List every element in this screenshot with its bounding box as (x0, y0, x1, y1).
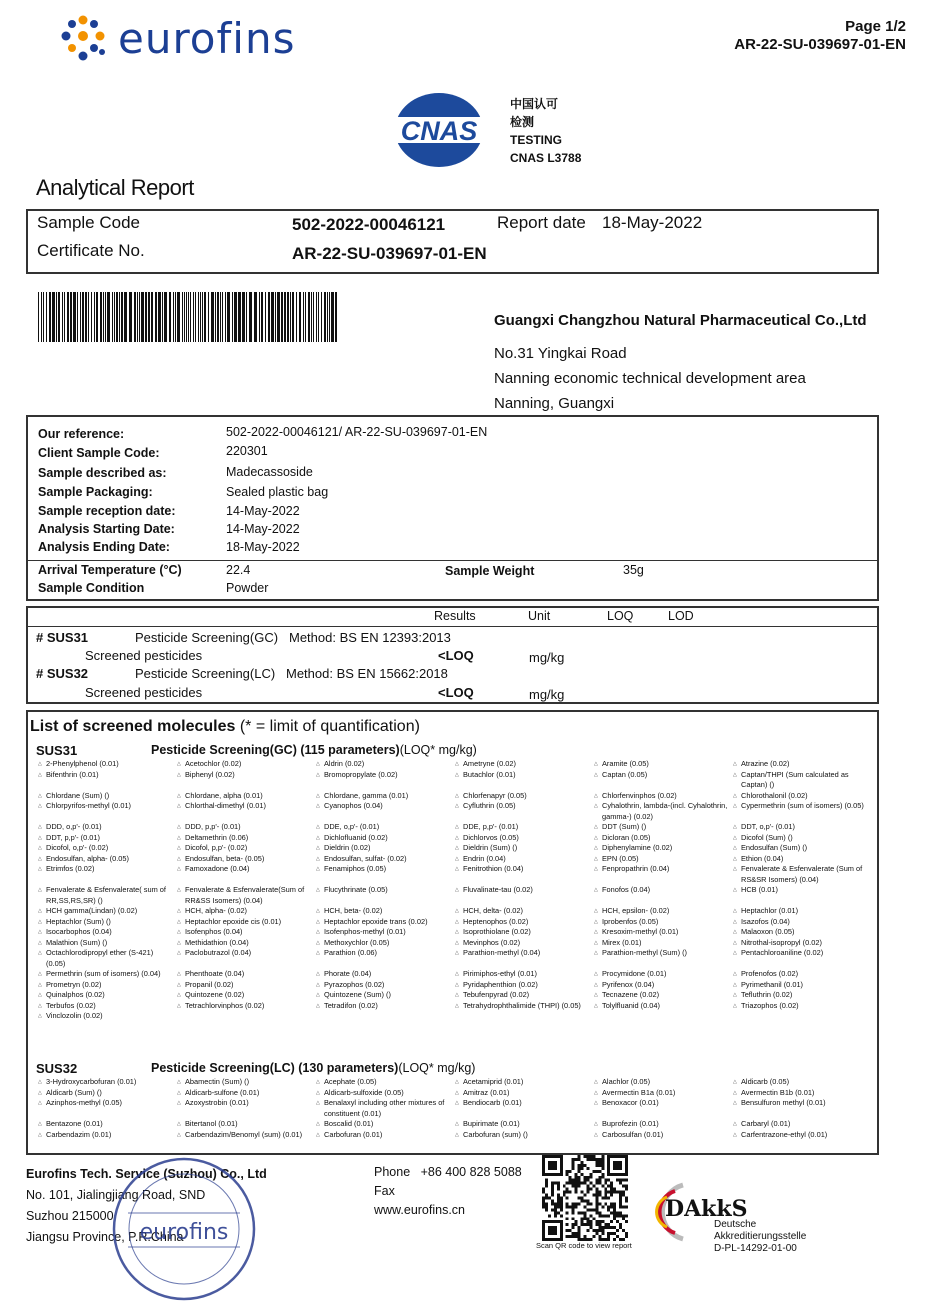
molecule-item: △ Tolylfluanid (0.04) (594, 1001, 733, 1012)
molecule-item: △ HCH, beta- (0.02) (316, 906, 455, 917)
client-address-line: No.31 Yingkai Road (494, 345, 627, 362)
info-value: 502-2022-00046121/ AR-22-SU-039697-01-EN (226, 425, 488, 439)
molecule-item: △ Fenamiphos (0.05) (316, 864, 455, 885)
molecule-item: △ Bupirimate (0.01) (455, 1119, 594, 1130)
group-code: SUS31 (36, 743, 78, 758)
sample-weight-label: Sample Weight (445, 564, 535, 578)
molecule-item: △ DDE, p,p'- (0.01) (455, 822, 594, 833)
group-title-unit: (LOQ* mg/kg) (399, 743, 477, 757)
molecule-item: △ HCH, delta- (0.02) (455, 906, 594, 917)
result-method: Method: BS EN 12393:2013 (289, 630, 451, 645)
barcode-icon (38, 292, 340, 342)
molecule-item: △ DDT, o,p'- (0.01) (733, 822, 872, 833)
report-date-value: 18-May-2022 (602, 213, 703, 232)
info-label: Our reference: (38, 427, 125, 441)
molecule-item: △ Abamectin (Sum) () (177, 1077, 316, 1088)
group-title (151, 1061, 475, 1075)
info-label: Sample described as: (38, 466, 167, 480)
molecule-item: △ Heptachlor (Sum) () (38, 917, 177, 928)
molecule-item: △ Avermectin B1b (0.01) (733, 1088, 872, 1099)
molecule-item: △ Triazophos (0.02) (733, 1001, 872, 1012)
lab-address-line: Jiangsu Province, P.R.China (26, 1230, 184, 1244)
molecule-item: △ Aldicarb-sulfoxide (0.05) (316, 1088, 455, 1099)
group-title-bold: Pesticide Screening(GC) (115 parameters) (151, 743, 400, 757)
molecule-item: △ Acephate (0.05) (316, 1077, 455, 1088)
molecule-item: △ Heptachlor epoxide cis (0.01) (177, 917, 316, 928)
molecule-item: △ Famoxadone (0.04) (177, 864, 316, 885)
result-value: <LOQ (438, 685, 474, 700)
molecule-item: △ Benalaxyl including other mixtures of constituent (0.01) (316, 1098, 455, 1119)
molecule-item: △ Paclobutrazol (0.04) (177, 948, 316, 969)
result-analyte: Screened pesticides (85, 685, 203, 700)
molecule-item: △ Isoprothiolane (0.02) (455, 927, 594, 938)
client-address-line: Nanning economic technical development area (494, 370, 806, 387)
group-code: SUS32 (36, 1061, 78, 1076)
molecule-item: △ Carfentrazone-ethyl (0.01) (733, 1130, 872, 1141)
cnas-logo-icon (384, 90, 494, 170)
molecule-item: △ Azinphos-methyl (0.05) (38, 1098, 177, 1119)
molecule-item: △ Dicofol, p,p'- (0.02) (177, 843, 316, 854)
molecule-item: △ Phenthoate (0.04) (177, 969, 316, 980)
eurofins-logo (58, 14, 318, 66)
molecule-item: △ Parathion-methyl (0.04) (455, 948, 594, 969)
molecule-item: △ Chlordane (Sum) () (38, 791, 177, 802)
molecule-item: △ Aldicarb-sulfone (0.01) (177, 1088, 316, 1099)
molecule-item: △ Ethion (0.04) (733, 854, 872, 865)
molecule-item: △ Captan/THPI (Sum calculated as Captan) () (733, 770, 872, 791)
molecule-item: △ DDT (Sum) () (594, 822, 733, 833)
molecule-item: △ DDD, o,p'- (0.01) (38, 822, 177, 833)
molecule-item: △ Atrazine (0.02) (733, 759, 872, 770)
molecule-item: △ Mevinphos (0.02) (455, 938, 594, 949)
sample-weight-value: 35g (623, 563, 644, 577)
dakks-line: D-PL-14292-01-00 (714, 1243, 797, 1254)
molecule-item: △ DDE, o,p'- (0.01) (316, 822, 455, 833)
stamp-brand: eurofins (139, 1220, 229, 1245)
molecule-item: △ Chlordane, alpha (0.01) (177, 791, 316, 802)
eurofins-wordmark: eurofins (118, 14, 296, 63)
divider (28, 560, 877, 561)
qr-code-icon[interactable] (541, 1155, 629, 1241)
molecule-item: △ Fenvalerate & Esfenvalerate( sum of RR,SS,RS,SR) () (38, 885, 177, 906)
molecule-item: △ Phorate (0.04) (316, 969, 455, 980)
dakks-subtitle (714, 1219, 806, 1255)
group-title-bold: Pesticide Screening(LC) (130 parameters) (151, 1061, 399, 1075)
molecule-item: △ HCH gamma(Lindan) (0.02) (38, 906, 177, 917)
info-value: 14-May-2022 (226, 504, 300, 518)
molecule-item: △ Kresoxim-methyl (0.01) (594, 927, 733, 938)
dakks-logo (645, 1172, 895, 1262)
cnas-accreditation (510, 95, 581, 167)
molecule-item: △ Captan (0.05) (594, 770, 733, 791)
lab-name: Eurofins Tech. Service (Suzhou) Co., Ltd (26, 1167, 267, 1181)
molecule-item: △ Dicofol, o,p'- (0.02) (38, 843, 177, 854)
group-title-unit: (LOQ* mg/kg) (398, 1061, 476, 1075)
certificate-value: AR-22-SU-039697-01-EN (292, 244, 487, 263)
molecule-item: △ Methidathion (0.04) (177, 938, 316, 949)
molecule-item: △ Fenpropathrin (0.04) (594, 864, 733, 885)
lod-header: LOD (668, 609, 694, 623)
molecule-item: △ Carbofuran (sum) () (455, 1130, 594, 1141)
molecule-item: △ Bendiocarb (0.01) (455, 1098, 594, 1119)
result-code: # SUS32 (36, 666, 89, 681)
result-unit: mg/kg (529, 650, 565, 665)
sus32-molecule-grid (38, 1077, 870, 1140)
molecule-item: △ Benoxacor (0.01) (594, 1098, 733, 1119)
molecule-item: △ Boscalid (0.01) (316, 1119, 455, 1130)
molecule-item: △ Etrimfos (0.02) (38, 864, 177, 885)
lab-address-line: Suzhou 215000 (26, 1209, 114, 1223)
molecule-item: △ Pentachloroaniline (0.02) (733, 948, 872, 969)
client-address-line: Nanning, Guangxi (494, 395, 615, 412)
molecule-item: △ Alachlor (0.05) (594, 1077, 733, 1088)
molecule-item: △ Terbufos (0.02) (38, 1001, 177, 1012)
info-label: Sample Packaging: (38, 485, 153, 499)
lab-address-line: No. 101, Jialingjiang Road, SND (26, 1188, 206, 1202)
website[interactable]: www.eurofins.cn (374, 1203, 466, 1217)
molecule-item: △ Bitertanol (0.01) (177, 1119, 316, 1130)
molecule-item: △ Endosulfan, alpha- (0.05) (38, 854, 177, 865)
molecule-item: △ Prometryn (0.02) (38, 980, 177, 991)
molecule-item: △ Heptachlor (0.01) (733, 906, 872, 917)
molecule-item: △ Dicofol (Sum) () (733, 833, 872, 844)
result-test-name: Pesticide Screening(LC) (135, 666, 276, 681)
molecule-item: △ Avermectin B1a (0.01) (594, 1088, 733, 1099)
molecule-item: △ Cyanophos (0.04) (316, 801, 455, 822)
molecule-item: △ EPN (0.05) (594, 854, 733, 865)
molecule-item: △ Pyrifenox (0.04) (594, 980, 733, 991)
empty-cell (177, 1011, 316, 1022)
molecule-item: △ Bentazone (0.01) (38, 1119, 177, 1130)
info-value: Madecassoside (226, 465, 313, 479)
molecule-item: △ Deltamethrin (0.06) (177, 833, 316, 844)
molecule-item: △ Parathion (0.06) (316, 948, 455, 969)
molecule-item: △ Dichlofluanid (0.02) (316, 833, 455, 844)
info-value: 14-May-2022 (226, 522, 300, 536)
contact-block (374, 1163, 522, 1220)
header-report-number: AR-22-SU-039697-01-EN (734, 36, 906, 53)
molecule-item: △ Profenofos (0.02) (733, 969, 872, 980)
molecule-item: △ Carbofuran (0.01) (316, 1130, 455, 1141)
molecule-item: △ Permethrin (sum of isomers) (0.04) (38, 969, 177, 980)
molecule-item: △ HCH, alpha- (0.02) (177, 906, 316, 917)
arrival-temp-label: Arrival Temperature (°C) (38, 563, 182, 577)
unit-header: Unit (528, 609, 551, 623)
molecule-item: △ Propanil (0.02) (177, 980, 316, 991)
info-label: Client Sample Code: (38, 446, 160, 460)
molecule-item: △ Fenitrothion (0.04) (455, 864, 594, 885)
lab-stamp-icon (110, 1155, 258, 1303)
molecule-item: △ Diphenylamine (0.02) (594, 843, 733, 854)
sample-condition-value: Powder (226, 581, 269, 595)
molecule-item: △ Pyridaphenthion (0.02) (455, 980, 594, 991)
molecule-item: △ 2-Phenylphenol (0.01) (38, 759, 177, 770)
molecule-item: △ Dichlorvos (0.05) (455, 833, 594, 844)
molecule-item: △ Isofenphos (0.04) (177, 927, 316, 938)
molecule-item: △ Quintozene (0.02) (177, 990, 316, 1001)
cnas-line: 检测 (510, 115, 535, 129)
empty-cell (455, 1011, 594, 1022)
molecule-item: △ Dicloran (0.05) (594, 833, 733, 844)
result-value: <LOQ (438, 648, 474, 663)
molecule-item: △ Octachlorodipropyl ether (S-421) (0.05) (38, 948, 177, 969)
molecule-item: △ Pirimiphos-ethyl (0.01) (455, 969, 594, 980)
molecule-item: △ Endrin (0.04) (455, 854, 594, 865)
cnas-line: CNAS L3788 (510, 151, 582, 165)
molecule-item: △ Isocarbophos (0.04) (38, 927, 177, 938)
sample-code-value: 502-2022-00046121 (292, 215, 446, 234)
molecule-item: △ Cyfluthrin (0.05) (455, 801, 594, 822)
molecule-item: △ Tetrachlorvinphos (0.02) (177, 1001, 316, 1012)
molecule-item: △ Biphenyl (0.02) (177, 770, 316, 791)
report-title: Analytical Report (36, 175, 194, 200)
molecule-item: △ Tetradifon (0.02) (316, 1001, 455, 1012)
molecule-item: △ 3-Hydroxycarbofuran (0.01) (38, 1077, 177, 1088)
molecule-item: △ Endosulfan (Sum) () (733, 843, 872, 854)
molecule-item: △ Fonofos (0.04) (594, 885, 733, 906)
molecule-item: △ Tefluthrin (0.02) (733, 990, 872, 1001)
cnas-line: 中国认可 (510, 97, 559, 111)
screened-list-title (30, 718, 420, 736)
cnas-logo-text: CNAS (400, 116, 478, 146)
info-label: Analysis Ending Date: (38, 540, 170, 554)
molecule-item: △ DDD, p,p'- (0.01) (177, 822, 316, 833)
molecule-item: △ Dieldrin (0.02) (316, 843, 455, 854)
info-label: Sample reception date: (38, 504, 176, 518)
molecule-item: △ Carbendazim/Benomyl (sum) (0.01) (177, 1130, 316, 1141)
empty-cell (594, 1011, 733, 1022)
loq-header: LOQ (607, 609, 634, 623)
molecule-item: △ Chlordane, gamma (0.01) (316, 791, 455, 802)
molecule-item: △ Quintozene (Sum) () (316, 990, 455, 1001)
molecule-item: △ Tecnazene (0.02) (594, 990, 733, 1001)
sus31-molecule-grid (38, 759, 870, 1022)
molecule-item: △ Bifenthrin (0.01) (38, 770, 177, 791)
molecule-item: △ Malathion (Sum) () (38, 938, 177, 949)
info-value: 220301 (226, 444, 268, 458)
molecule-item: △ HCB (0.01) (733, 885, 872, 906)
result-test-name: Pesticide Screening(GC) (135, 630, 279, 645)
info-value: Sealed plastic bag (226, 485, 329, 499)
molecule-item: △ Carbendazim (0.01) (38, 1130, 177, 1141)
molecule-item: △ Carbosulfan (0.01) (594, 1130, 733, 1141)
group-title (151, 743, 477, 757)
result-unit: mg/kg (529, 687, 565, 702)
molecule-item: △ Parathion-methyl (Sum) () (594, 948, 733, 969)
molecule-item: △ Nitrothal-isopropyl (0.02) (733, 938, 872, 949)
molecule-item: △ Chlorfenapyr (0.05) (455, 791, 594, 802)
result-analyte: Screened pesticides (85, 648, 203, 663)
molecule-item: △ Bensulfuron methyl (0.01) (733, 1098, 872, 1119)
molecule-item: △ Buprofezin (0.01) (594, 1119, 733, 1130)
molecule-item: △ Cypermethrin (sum of isomers) (0.05) (733, 801, 872, 822)
molecule-item: △ Butachlor (0.01) (455, 770, 594, 791)
divider (28, 626, 877, 627)
info-label: Analysis Starting Date: (38, 522, 175, 536)
molecule-item: △ Chlorthal-dimethyl (0.01) (177, 801, 316, 822)
eurofins-dots-icon (58, 14, 108, 64)
molecule-item: △ Endosulfan, beta- (0.05) (177, 854, 316, 865)
dakks-line: Deutsche (714, 1219, 757, 1230)
molecule-item: △ Methoxychlor (0.05) (316, 938, 455, 949)
page-header-right (734, 18, 906, 54)
molecule-item: △ Tebufenpyrad (0.02) (455, 990, 594, 1001)
report-date-label: Report date (497, 213, 586, 232)
screened-list-title-note: (* = limit of quantification) (235, 718, 420, 735)
result-code: # SUS31 (36, 630, 89, 645)
molecule-item: △ Vinclozolin (0.02) (38, 1011, 177, 1022)
molecule-item: △ Fenvalerate & Esfenvalerate(Sum of RR&SS Isomers) (0.04) (177, 885, 316, 906)
molecule-item: △ Heptenophos (0.02) (455, 917, 594, 928)
empty-cell (733, 1011, 872, 1022)
molecule-item: △ Aldicarb (Sum) () (38, 1088, 177, 1099)
certificate-label: Certificate No. (37, 241, 145, 260)
results-header: Results (434, 609, 476, 623)
report-summary-box (26, 209, 879, 274)
molecule-item: △ Cyhalothrin, lambda-(incl. Cyhalothrin, gamma-) (0.02) (594, 801, 733, 822)
molecule-item: △ Quinalphos (0.02) (38, 990, 177, 1001)
molecule-item: △ Fenvalerate & Esfenvalerate (Sum of RS&SR Isomers) (0.04) (733, 864, 872, 885)
info-value: 18-May-2022 (226, 540, 300, 554)
molecule-item: △ Chlorpyrifos-methyl (0.01) (38, 801, 177, 822)
molecule-item: △ Ametryne (0.02) (455, 759, 594, 770)
molecule-item: △ Malaoxon (0.05) (733, 927, 872, 938)
phone-label: Phone (374, 1165, 411, 1179)
molecule-item: △ Dieldrin (Sum) () (455, 843, 594, 854)
cnas-line: TESTING (510, 133, 563, 147)
molecule-item: △ Mirex (0.01) (594, 938, 733, 949)
empty-cell (316, 1011, 455, 1022)
molecule-item: △ Pyrazophos (0.02) (316, 980, 455, 991)
molecule-item: △ Azoxystrobin (0.01) (177, 1098, 316, 1119)
screened-list-title-bold: List of screened molecules (30, 718, 236, 735)
fax-label: Fax (374, 1184, 395, 1198)
result-method: Method: BS EN 15662:2018 (286, 666, 448, 681)
dakks-line: Akkreditierungsstelle (714, 1231, 807, 1242)
molecule-item: △ DDT, p,p'- (0.01) (38, 833, 177, 844)
arrival-temp-value: 22.4 (226, 563, 251, 577)
sample-condition-label: Sample Condition (38, 581, 145, 595)
sample-code-label: Sample Code (37, 213, 141, 232)
molecule-item: △ Flucythrinate (0.05) (316, 885, 455, 906)
molecule-item: △ Endosulfan, sulfat- (0.02) (316, 854, 455, 865)
molecule-item: △ Acetamiprid (0.01) (455, 1077, 594, 1088)
molecule-item: △ Pyrimethanil (0.01) (733, 980, 872, 991)
molecule-item: △ Fluvalinate-tau (0.02) (455, 885, 594, 906)
molecule-item: △ Acetochlor (0.02) (177, 759, 316, 770)
client-name: Guangxi Changzhou Natural Pharmaceutical Co.,Ltd (494, 312, 867, 329)
dakks-title: DAkkS (665, 1196, 748, 1222)
molecule-item: △ Carbaryl (0.01) (733, 1119, 872, 1130)
phone-number: +86 400 828 5088 (420, 1165, 522, 1179)
molecule-item: △ Amitraz (0.01) (455, 1088, 594, 1099)
molecule-item: △ HCH, epsilon- (0.02) (594, 906, 733, 917)
molecule-item: △ Bromopropylate (0.02) (316, 770, 455, 791)
molecule-item: △ Aldrin (0.02) (316, 759, 455, 770)
molecule-item: △ Chlorothalonil (0.02) (733, 791, 872, 802)
molecule-item: △ Iprobenfos (0.05) (594, 917, 733, 928)
molecule-item: △ Procymidone (0.01) (594, 969, 733, 980)
molecule-item: △ Aramite (0.05) (594, 759, 733, 770)
molecule-item: △ Isazofos (0.04) (733, 917, 872, 928)
molecule-item: △ Chlorfenvinphos (0.02) (594, 791, 733, 802)
molecule-item: △ Aldicarb (0.05) (733, 1077, 872, 1088)
molecule-item: △ Heptachlor epoxide trans (0.02) (316, 917, 455, 928)
molecule-item: △ Isofenphos-methyl (0.01) (316, 927, 455, 938)
page-number: Page 1/2 (845, 18, 906, 35)
molecule-item: △ Tetrahydrophthalimide (THPI) (0.05) (455, 1001, 594, 1012)
qr-caption: Scan QR code to view report (536, 1241, 632, 1250)
